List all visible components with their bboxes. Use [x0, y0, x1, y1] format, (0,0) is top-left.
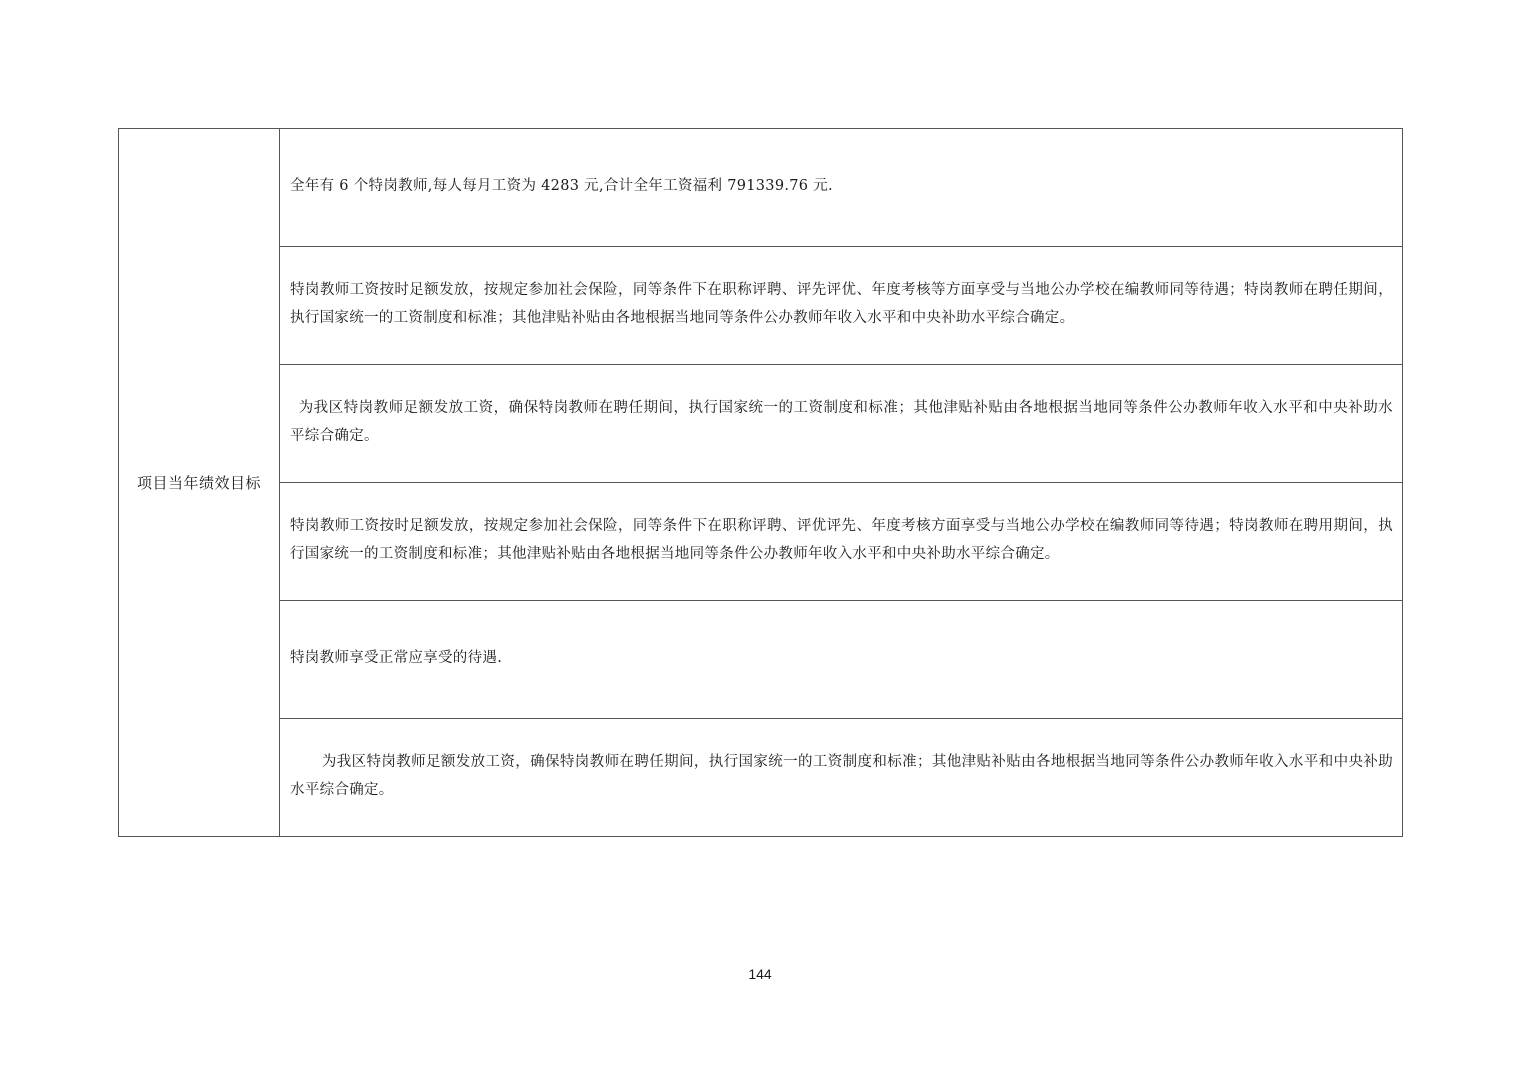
content-cell — [280, 365, 1403, 483]
table-row — [119, 483, 1403, 601]
content-cell — [280, 247, 1403, 365]
row-label: 项目当年绩效目标 — [136, 474, 261, 492]
table-row — [119, 365, 1403, 483]
table-row — [119, 247, 1403, 365]
content-text: 特岗教师享受正常应享受的待遇. — [290, 649, 503, 666]
row-label-cell — [119, 129, 280, 837]
content-text: 为我区特岗教师足额发放工资，确保特岗教师在聘任期间，执行国家统一的工资制度和标准；其他津贴补贴由各地根据当地同等条件公办教师年收入水平和中央补助水平综合确定。 — [290, 753, 1393, 798]
content-cell — [280, 129, 1403, 247]
table-row — [119, 129, 1403, 247]
content-text: 为我区特岗教师足额发放工资，确保特岗教师在聘任期间，执行国家统一的工资制度和标准；其他津贴补贴由各地根据当地同等条件公办教师年收入水平和中央补助水平综合确定。 — [290, 399, 1393, 444]
page-number: 144 — [748, 966, 772, 982]
content-text: 全年有 6 个特岗教师,每人每月工资为 4283 元,合计全年工资福利 791339.76 元. — [290, 177, 833, 194]
content-cell — [280, 719, 1403, 837]
content-text: 特岗教师工资按时足额发放，按规定参加社会保险，同等条件下在职称评聘、评先评优、年度考核等方面享受与当地公办学校在编教师同等待遇；特岗教师在聘任期间，执行国家统一的工资制度和标准；其他津贴补贴由各地根据当地同等条件公办教师年收入水平和中央补助水平综合确定。 — [290, 281, 1393, 326]
table-row — [119, 719, 1403, 837]
content-cell — [280, 483, 1403, 601]
content-text: 特岗教师工资按时足额发放，按规定参加社会保险，同等条件下在职称评聘、评优评先、年度考核方面享受与当地公办学校在编教师同等待遇；特岗教师在聘用期间，执行国家统一的工资制度和标准；其他津贴补贴由各地根据当地同等条件公办教师年收入水平和中央补助水平综合确定。 — [290, 517, 1393, 562]
performance-goal-table — [118, 128, 1403, 837]
table-row — [119, 601, 1403, 719]
content-cell — [280, 601, 1403, 719]
